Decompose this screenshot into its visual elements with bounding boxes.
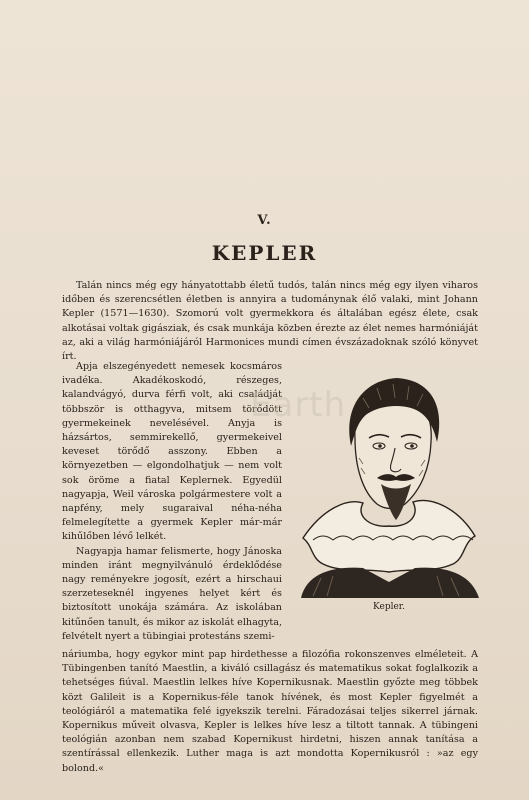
intro-paragraph-block bbox=[62, 279, 478, 364]
intro-paragraph: Talán nincs még egy hányatottabb életű tudós, talán nincs még egy ilyen viharos időben és szerencsétlen életben is annyira a tudománynak élő valaki, mint Johann Kepler (1571—1630). Szomorú volt gyermekkora és általában egész élete, csak alkotásai voltak gigásziak, és csak munkája közben érezte az élet nemes harmóniáját az, aki a világ harmóniájáról Harmonices mundi címen évszázadoknak szóló könyvet írt. bbox=[62, 280, 478, 363]
childhood-paragraph: Apja elszegényedett nemesek kocsmáros ivadéka. Akadékoskodó, részeges, kalandvágyó, durva férfi volt, aki családját többször is otthagyva, mitsem törődött gyermekeinek nevelésével. Anyja is házsártos, semmirekellő, gyermekeivel keveset törődő asszony. Ebben a környezetben — elgondolhatjuk — nem volt sok öröme a fiatal Keplernek. Egyedül nagyapja, Weil városka polgármestere volt a napfény, mely sugaraival néha-néha felmelegítette a gyermek Kepler már-már kihűlőben lévő lelkét. bbox=[62, 361, 282, 543]
wrapped-text-column bbox=[62, 360, 282, 644]
tubingen-paragraph: náriumba, hogy egykor mint pap hirdethesse a filozófia rokonszenves elméleteit. A Tübingenben tanító Maestlin, a kiváló csillagász és matematikus sokat foglalkozik a tehetséges fiúval. Maestlin lelkes híve Kopernikusnak. Maestlin győzte meg többek közt Galileit is a Kopernikus-féle tanok hívének, és most Kepler figyelmét a teológiáról a matematika felé igyekszik terelni. Fáradozásai teljes sikerrel járnak. Kopernikus műveit olvasva, Kepler is lelkes híve lesz a tiltott tannak. A tübingeni teológián azonban nem szabad Kopernikust hirdetni, hiszen annak tanítása a szentírással ellenkezik. Luther maga is azt mondotta Kopernikusról : »az egy bolond.« bbox=[62, 649, 478, 774]
watermark-text: Earth bbox=[250, 385, 347, 425]
chapter-title: KEPLER bbox=[211, 241, 318, 265]
grandfather-paragraph: Nagyapja hamar felismerte, hogy Jánoska minden iránt megnyilvánuló érdeklődése nagy reményekre jogosít, ezért a hirschaui szerzeteseknél ingyenes helyet kért és biztosított unokája számára. Az iskolában kitűnően tanult, és mikor az iskolát elhagyta, felvételt nyert a tübingiai protestáns szemi- bbox=[62, 545, 282, 642]
figure-caption: Kepler. bbox=[373, 602, 405, 612]
lower-text-block bbox=[62, 648, 478, 776]
chapter-number: V. bbox=[257, 213, 272, 228]
